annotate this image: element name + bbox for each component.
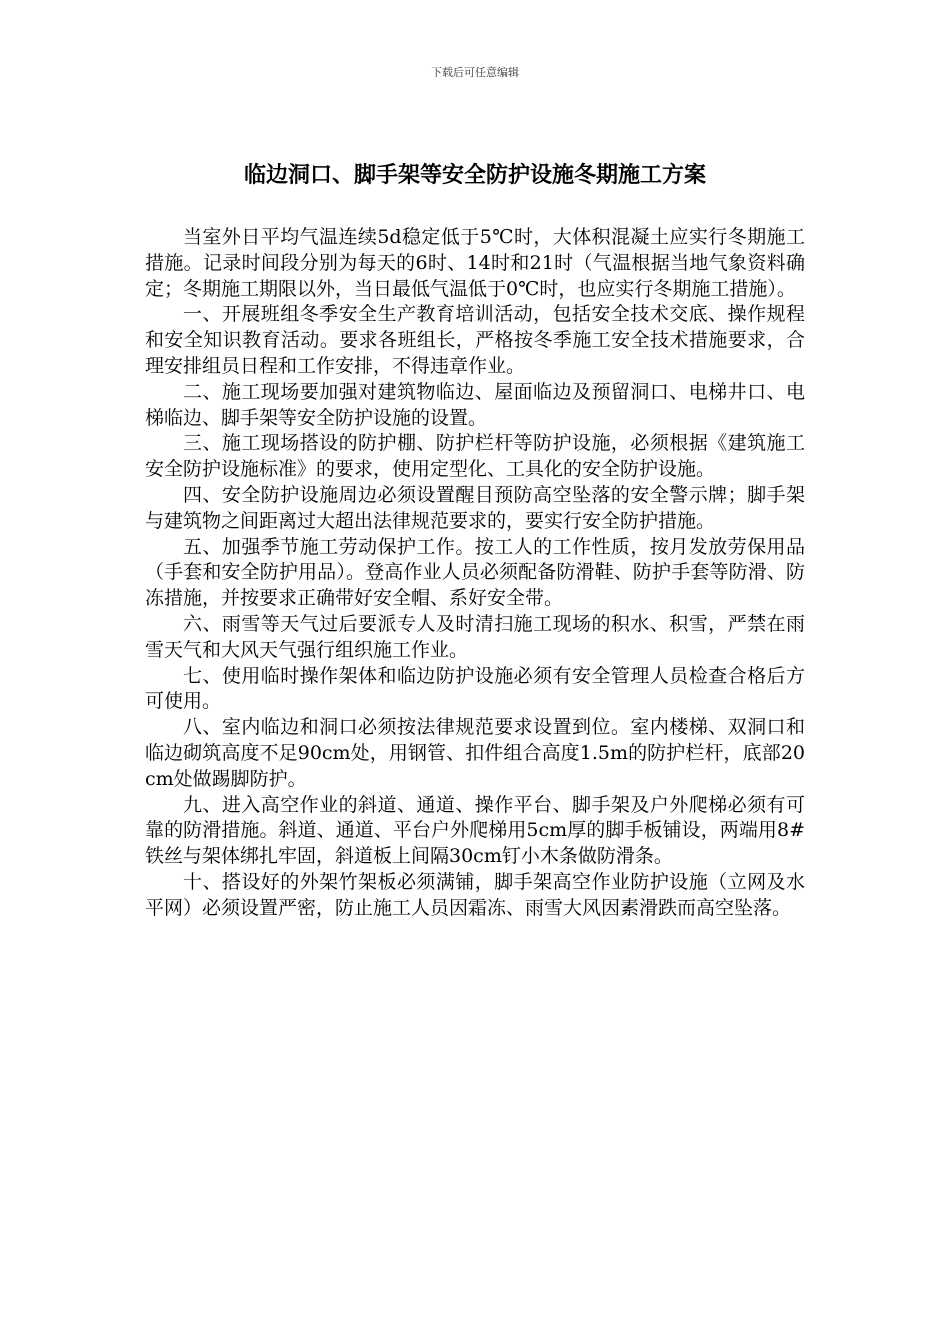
document-title: 临边洞口、脚手架等安全防护设施冬期施工方案 bbox=[243, 162, 706, 188]
paragraph-9: 九、进入高空作业的斜道、通道、操作平台、脚手架及户外爬梯必须有可靠的防滑措施。斜道、通道、平台户外爬梯用5cm厚的脚手板铺设，两端用8#铁丝与架体绑扎牢固，斜道板上间隔30cm钉小木条做防滑条。 bbox=[145, 793, 805, 868]
paragraph-8: 八、室内临边和洞口必须按法律规范要求设置到位。室内楼梯、双洞口和临边砌筑高度不足90cm处，用钢管、扣件组合高度1.5m的防护栏杆，底部20cm处做踢脚防护。 bbox=[145, 716, 805, 790]
paragraph-5: 五、加强季节施工劳动保护工作。按工人的工作性质，按月发放劳保用品（手套和安全防护用品）。登高作业人员必须配备防滑鞋、防护手套等防滑、防冻措施，并按要求正确带好安全帽、系好安全带。 bbox=[145, 535, 805, 610]
paragraph-1: 一、开展班组冬季安全生产教育培训活动，包括安全技术交底、操作规程和安全知识教育活动。要求各班组长，严格按冬季施工安全技术措施要求，合理安排组员日程和工作安排，不得违章作业。 bbox=[145, 303, 805, 377]
paragraph-4: 四、安全防护设施周边必须设置醒目预防高空坠落的安全警示牌；脚手架与建筑物之间距离过大超出法律规范要求的，要实行安全防护措施。 bbox=[145, 483, 805, 532]
paragraph-3: 三、施工现场搭设的防护棚、防护栏杆等防护设施，必须根据《建筑施工安全防护设施标准》的要求，使用定型化、工具化的安全防护设施。 bbox=[145, 432, 805, 481]
paragraph-6: 六、雨雪等天气过后要派专人及时清扫施工现场的积水、积雪，严禁在雨雪天气和大风天气强行组织施工作业。 bbox=[145, 612, 805, 661]
paragraph-7: 七、使用临时操作架体和临边防护设施必须有安全管理人员检查合格后方可使用。 bbox=[145, 664, 805, 713]
paragraph-10: 十、搭设好的外架竹架板必须满铺，脚手架高空作业防护设施（立网及水平网）必须设置严密，防止施工人员因霜冻、雨雪大风因素滑跌而高空坠落。 bbox=[145, 870, 805, 919]
document-body bbox=[145, 225, 805, 922]
paragraph-2: 二、施工现场要加强对建筑物临边、屋面临边及预留洞口、电梯井口、电梯临边、脚手架等安全防护设施的设置。 bbox=[145, 380, 805, 429]
header-note: 下载后可任意编辑 bbox=[431, 66, 519, 79]
paragraph-intro: 当室外日平均气温连续5d稳定低于5℃时，大体积混凝土应实行冬期施工措施。记录时间段分别为每天的6时、14时和21时（气温根据当地气象资料确定；冬期施工期限以外，当日最低气温低于0℃时，也应实行冬期施工措施）。 bbox=[145, 226, 805, 300]
